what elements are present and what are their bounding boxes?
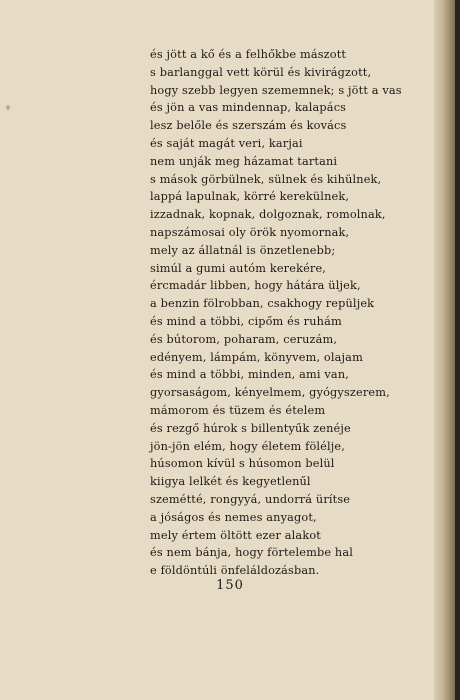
poem-line: és jött a kő és a felhőkbe mászott bbox=[150, 48, 347, 61]
poem-line: mely az állatnál is önzetlenebb; bbox=[150, 243, 336, 257]
poem-line: gyorsaságom, kényelmem, gyógyszerem, bbox=[150, 386, 390, 400]
poem-line: és rezgő húrok s billentyűk zenéje bbox=[150, 421, 351, 435]
page-edge bbox=[455, 0, 460, 700]
poem-line: izzadnak, kopnak, dolgoznak, romolnak, bbox=[150, 208, 386, 222]
poem-line: s mások görbülnek, sülnek és kihülnek, bbox=[150, 172, 382, 186]
poem-text bbox=[150, 46, 430, 580]
poem-line: és saját magát veri, karjai bbox=[150, 136, 303, 150]
poem-line: és jön a vas mindennap, kalapács bbox=[150, 101, 347, 115]
poem-line: s barlanggal vett körül és kivirágzott, bbox=[150, 65, 372, 79]
poem-line: és mind a többi, cipőm és ruhám bbox=[150, 314, 342, 328]
poem-line: húsomon kívül s húsomon belül bbox=[150, 457, 335, 471]
poem-line: e földöntúli önfeláldozásban. bbox=[150, 564, 320, 578]
poem-line: simúl a gumi autóm kerekére, bbox=[150, 261, 327, 275]
poem-line: ércmadár libben, hogy hátára üljek, bbox=[150, 279, 361, 293]
poem-line: jön-jön elém, hogy életem fölélje, bbox=[150, 439, 346, 453]
poem-line: lesz belőle és szerszám és kovács bbox=[150, 119, 347, 133]
poem-line: hogy szebb legyen szememnek; s jött a vas bbox=[150, 83, 402, 97]
poem-line: és nem bánja, hogy förtelembe hal bbox=[150, 546, 353, 560]
poem-line: napszámosai oly örök nyomornak, bbox=[150, 225, 350, 239]
poem-line: és bútorom, poharam, ceruzám, bbox=[150, 332, 338, 346]
paper-blemish bbox=[6, 105, 10, 110]
poem-line: a jóságos és nemes anyagot, bbox=[150, 510, 317, 524]
page-number: 150 bbox=[216, 578, 244, 593]
poem-line: szemétté, rongyyá, undorrá ürítse bbox=[150, 492, 351, 506]
poem-line: és mind a többi, minden, ami van, bbox=[150, 368, 349, 382]
poem-line: edényem, lámpám, könyvem, olajam bbox=[150, 350, 363, 364]
poem-line: mámorom és tüzem és ételem bbox=[150, 403, 326, 417]
poem-line: lappá lapulnak, körré kerekülnek, bbox=[150, 190, 350, 204]
poem-line: kiigya lelkét és kegyetlenűl bbox=[150, 475, 311, 489]
poem-line: nem unják meg házamat tartani bbox=[150, 154, 338, 168]
poem-line: a benzin fölrobban, csakhogy repüljek bbox=[150, 297, 375, 311]
poem-line: mely értem öltött ezer alakot bbox=[150, 528, 321, 542]
